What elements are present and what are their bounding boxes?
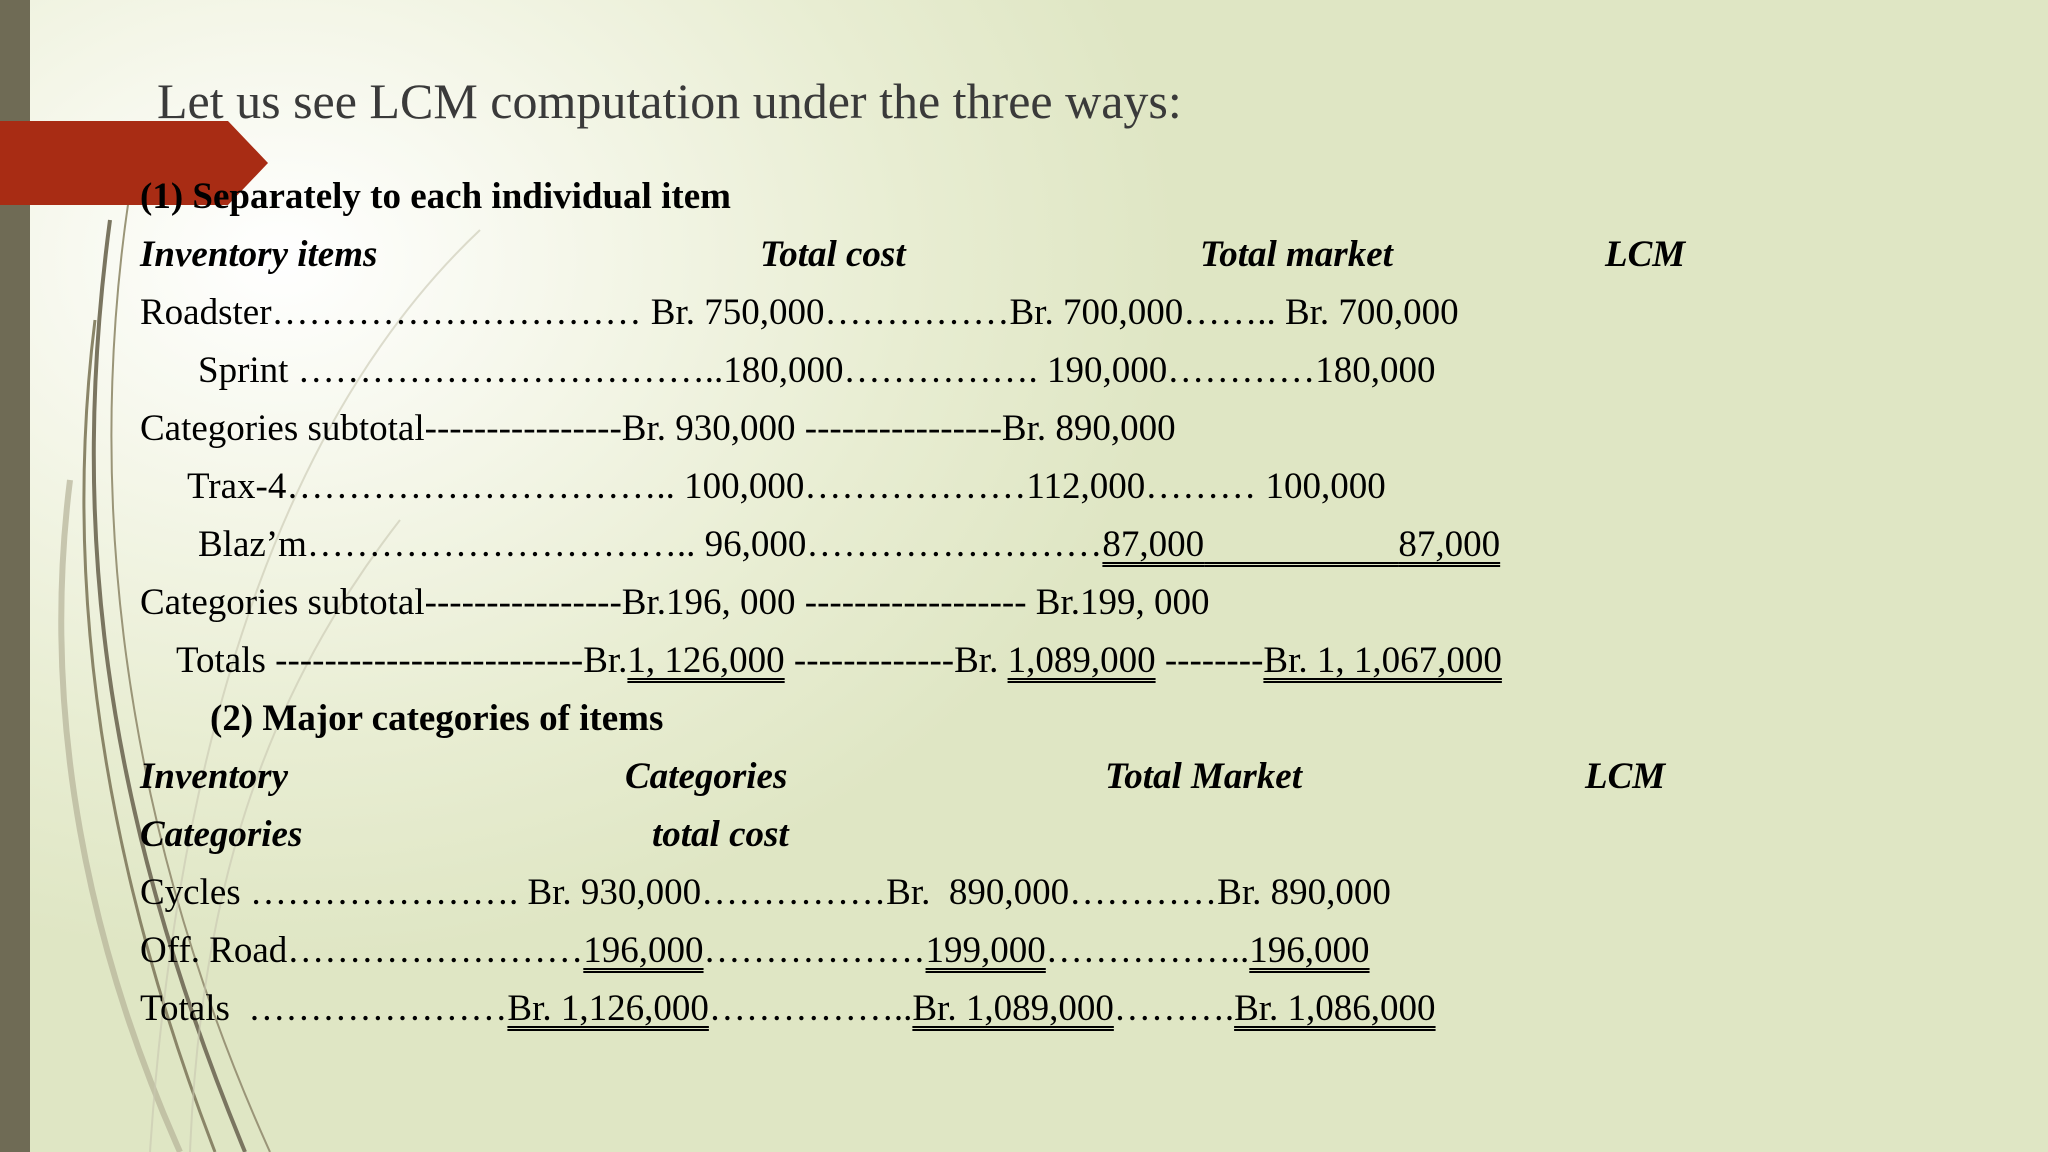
sprint-lcm: 180,000 [1315, 350, 1436, 391]
subtotal2-market: Br.199, 000 [1035, 582, 1210, 623]
row-subtotal-1 [140, 410, 1176, 447]
blazm-dots-1: ………………………….. [306, 524, 705, 565]
totals2-market: Br. 1,089,000 [912, 988, 1114, 1029]
offroad-dots-1: …………………… [287, 930, 584, 971]
roadster-cost: Br. 750,000 [650, 292, 825, 333]
row-cycles [140, 874, 1391, 911]
row-trax4 [187, 468, 1386, 505]
totals1-market: 1,089,000 [1007, 640, 1156, 681]
header2-categories: Categories [625, 756, 788, 797]
subtotal1-cost: Br. 930,000 [621, 408, 796, 449]
totals2-dots-2: …………….. [708, 988, 913, 1029]
totals2-lcm: Br. 1,086,000 [1234, 988, 1436, 1029]
totals2-cost: Br. 1,126,000 [507, 988, 709, 1029]
cycles-lcm: Br. 890,000 [1217, 872, 1391, 913]
header-total-market: Total market [1200, 234, 1393, 275]
cycles-dots-1: …………………. [249, 872, 528, 913]
offroad-market: 199,000 [925, 930, 1046, 971]
roadster-dots-3: …….. [1183, 292, 1276, 333]
totals1-dashes-2: ------------- [793, 640, 955, 681]
header2-total-market: Total Market [1105, 756, 1303, 797]
sprint-market: 190,000 [1046, 350, 1168, 391]
roadster-dots-2: …………… [824, 292, 1010, 333]
row-roadster [140, 294, 1459, 331]
totals2-dots-1: ………………… [248, 988, 508, 1029]
offroad-dots-2: ……………… [703, 930, 926, 971]
cycles-dots-2: …………… [701, 872, 887, 913]
trax-dots-3: ……… [1145, 466, 1266, 507]
totals2-label: Totals [140, 988, 230, 1029]
subtotal2-dashes-2: ------------------ [804, 582, 1027, 623]
header2-categories-line2: Categories [140, 814, 303, 855]
cycles-cost: Br. 930,000 [527, 872, 702, 913]
trax-market: 112,000 [1026, 466, 1146, 507]
header-total-cost: Total cost [760, 234, 906, 275]
totals1-label: Totals [176, 640, 266, 681]
header-inventory-items: Inventory items [140, 234, 378, 275]
sprint-dots-3: ………… [1167, 350, 1316, 391]
subtotal2-cost: Br.196, 000 [621, 582, 796, 623]
totals1-lcm: Br. 1, 1,067,000 [1263, 640, 1502, 681]
row-totals-2 [140, 990, 1436, 1027]
subtotal2-label: Categories subtotal [140, 582, 425, 623]
totals1-dashes-1: ------------------------- [275, 640, 584, 681]
totals2-dots-3: ………. [1113, 988, 1235, 1029]
trax-dots-2: ……………… [804, 466, 1027, 507]
subtotal1-dashes-2: ---------------- [804, 408, 1002, 449]
sprint-dots-1: …………………………….. [297, 350, 724, 391]
row-offroad [140, 932, 1370, 969]
row-blazm [198, 526, 1500, 563]
row-subtotal-2 [140, 584, 1210, 621]
subtotal1-label: Categories subtotal [140, 408, 425, 449]
sprint-dots-2: ……………. [843, 350, 1047, 391]
section1-heading: (1) Separately to each individual item [140, 176, 731, 217]
blazm-lcm: 87,000 [1398, 524, 1501, 565]
trax-label: Trax-4 [187, 466, 287, 507]
roadster-lcm: Br. 700,000 [1284, 292, 1459, 333]
header2-lcm: LCM [1585, 756, 1666, 797]
cycles-label: Cycles [140, 872, 241, 913]
row-totals-1 [176, 642, 1502, 679]
roadster-dots-1: ………………………… [271, 292, 642, 333]
blazm-cost: 96,000 [704, 524, 807, 565]
blazm-label: Blaz’m [198, 524, 307, 565]
totals1-cost-prefix: Br. [583, 640, 628, 681]
roadster-label: Roadster [140, 292, 272, 333]
cycles-dots-3: ………… [1069, 872, 1218, 913]
section2-heading: (2) Major categories of items [210, 698, 664, 739]
sprint-cost: 180,000 [723, 350, 844, 391]
subtotal2-dashes-1: ---------------- [424, 582, 622, 623]
totals1-market-prefix: Br. [954, 640, 999, 681]
slide-title: Let us see LCM computation under the three ways: [157, 73, 1182, 129]
offroad-lcm: 196,000 [1249, 930, 1370, 971]
offroad-cost: 196,000 [583, 930, 704, 971]
offroad-label: Off. Road [140, 930, 288, 971]
trax-lcm: 100,000 [1265, 466, 1386, 507]
totals1-dashes-3: -------- [1164, 640, 1264, 681]
header-lcm: LCM [1605, 234, 1686, 275]
offroad-dots-3: …………….. [1045, 930, 1250, 971]
blazm-dots-2: …………………… [806, 524, 1103, 565]
subtotal1-dashes-1: ---------------- [424, 408, 622, 449]
blazm-market: 87,000 87,000 [1102, 524, 1501, 565]
subtotal1-market: Br. 890,000 [1001, 408, 1176, 449]
cycles-market: Br. 890,000 [886, 872, 1070, 913]
sprint-label: Sprint [198, 350, 289, 391]
header2-total-cost-line2: total cost [652, 814, 789, 855]
header2-inventory: Inventory [140, 756, 288, 797]
totals1-cost: 1, 126,000 [627, 640, 785, 681]
row-sprint [198, 352, 1435, 389]
trax-cost: 100,000 [684, 466, 805, 507]
roadster-market: Br. 700,000 [1009, 292, 1184, 333]
trax-dots-1: ………………………….. [286, 466, 685, 507]
